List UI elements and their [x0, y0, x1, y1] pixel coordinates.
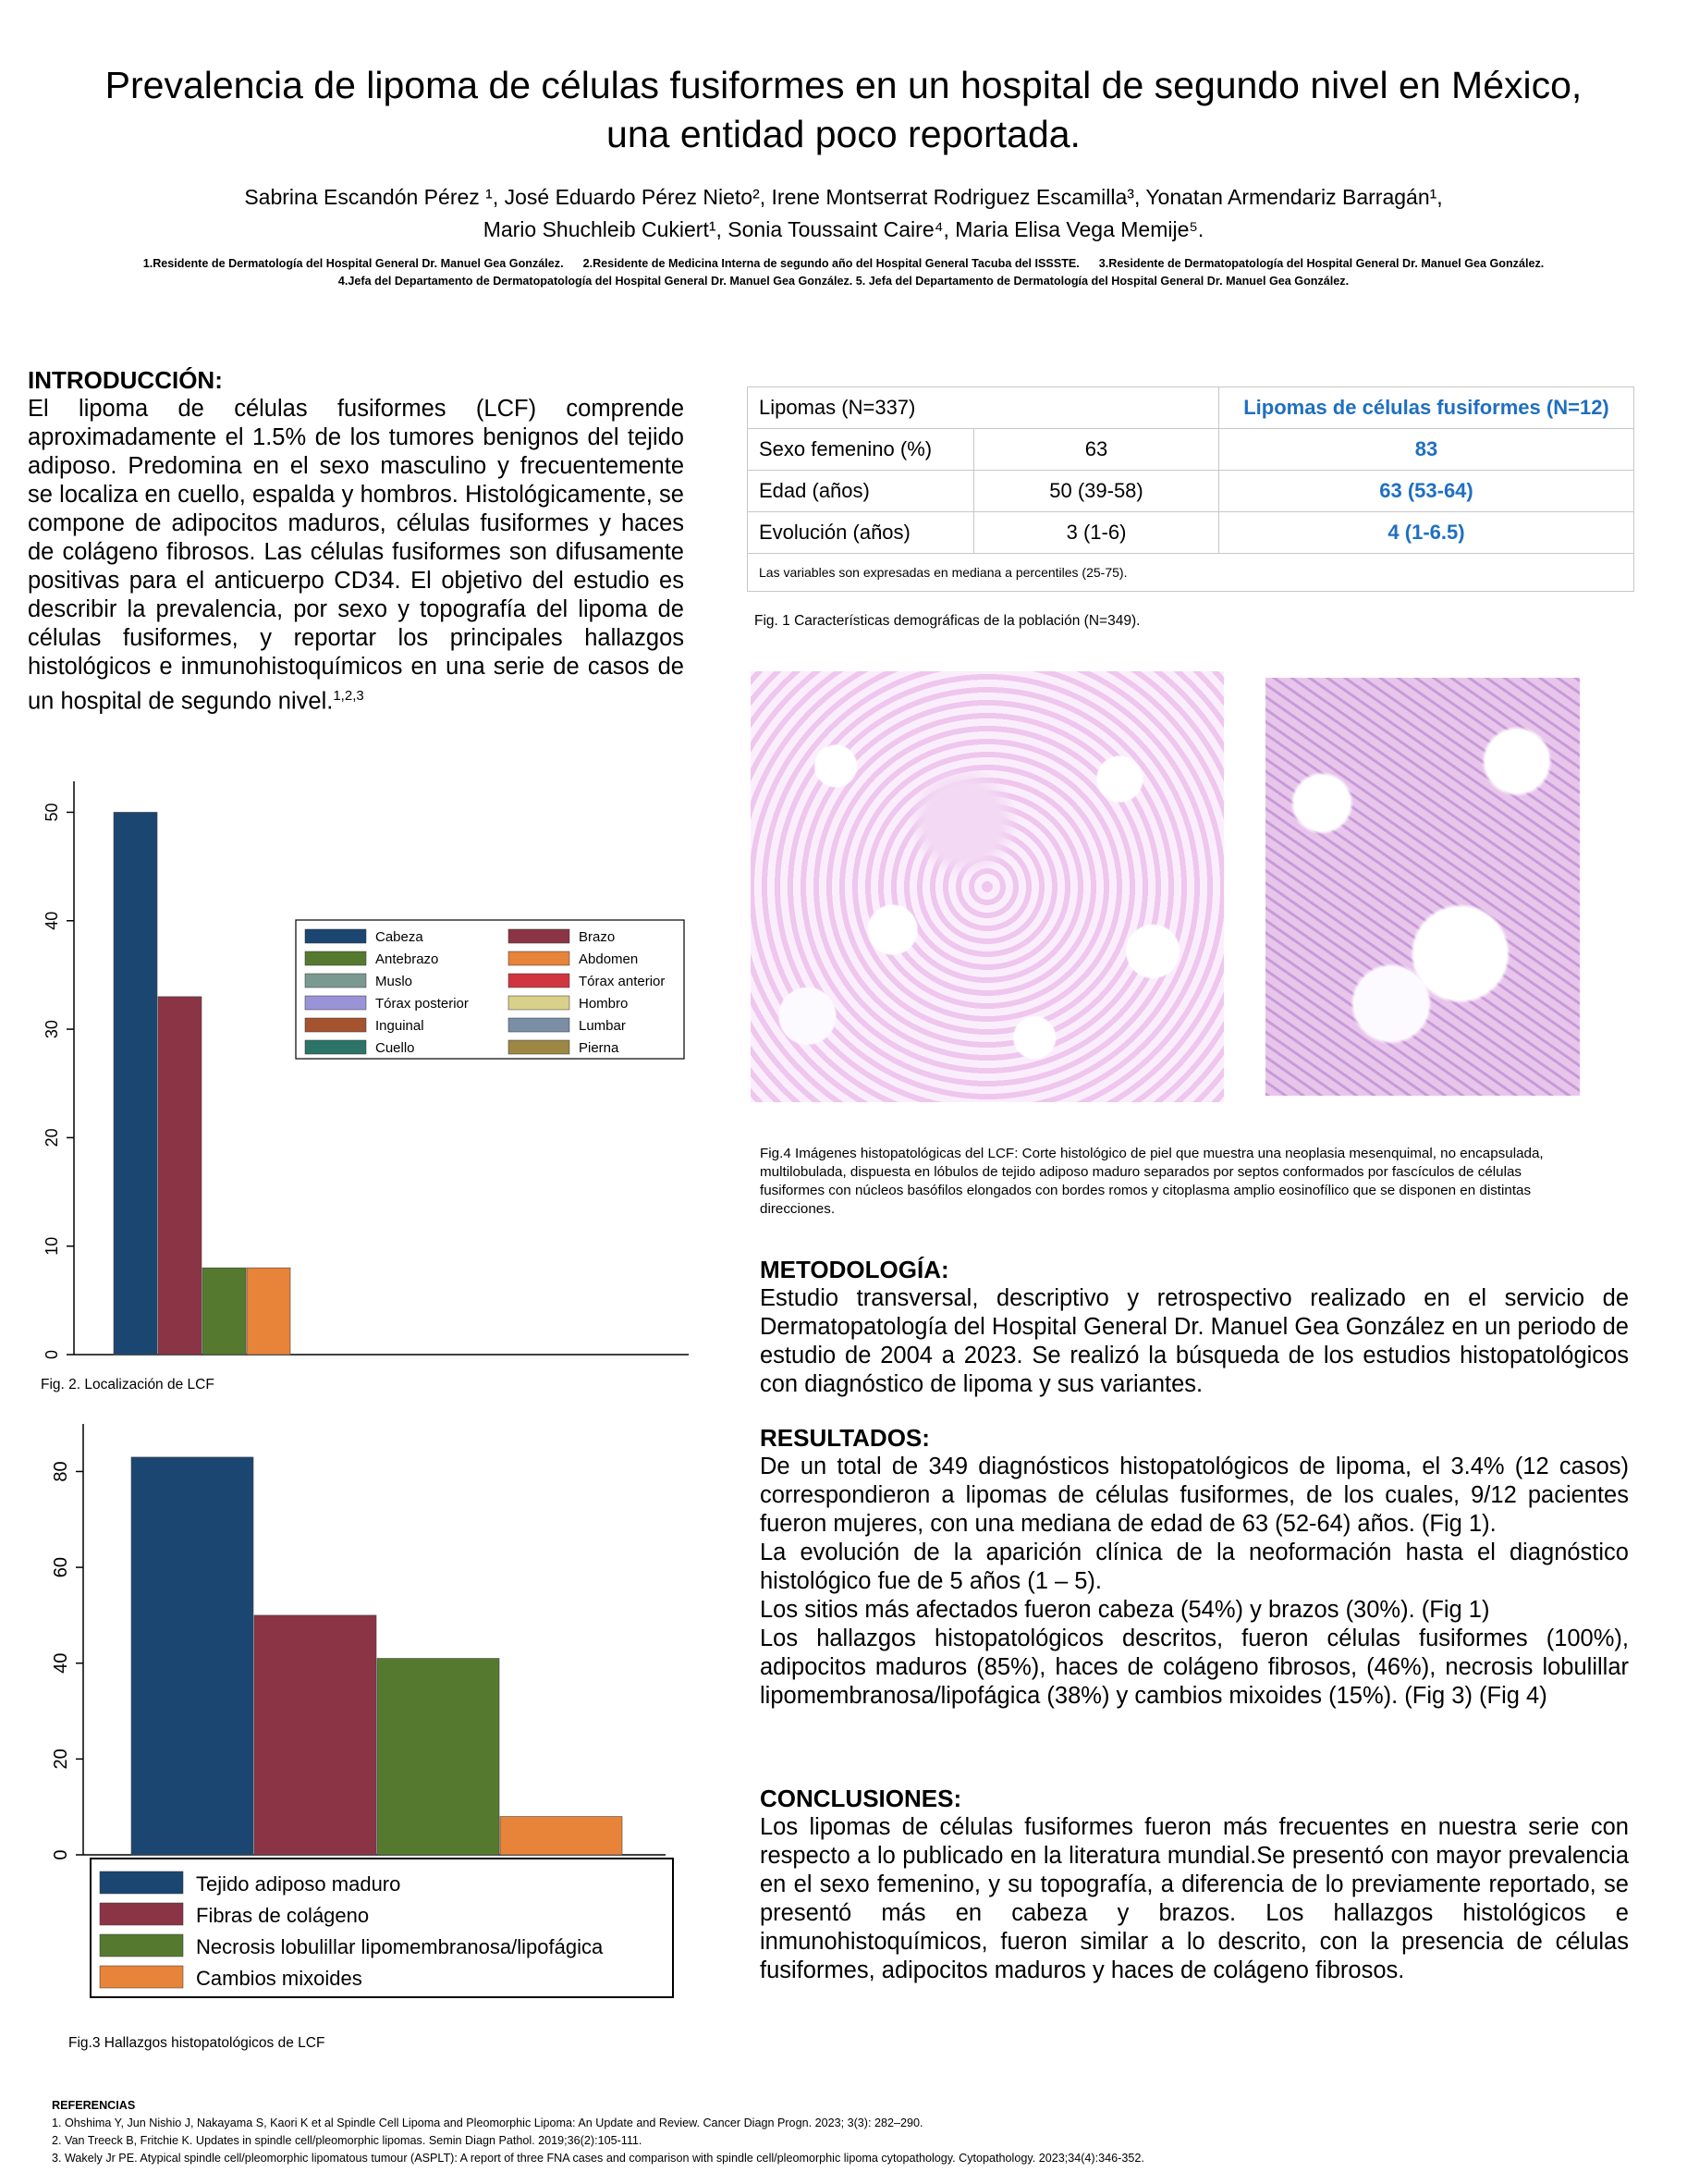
- affiliations-line-2: 4.Jefa del Departamento de Dermatopatología del Hospital General Dr. Manuel Gea González. 5. Jefa del Departamento de Dermatología del Hospital General Dr. Manuel Gea González.: [337, 275, 1350, 288]
- results-paragraph: De un total de 349 diagnósticos histopatológicos de lipoma, el 3.4% (12 casos) correspondieron a lipomas de células fusiformes, de los cuales, 9/12 pacientes fueron mujeres, con una mediana de edad de 63 (52-64) años. (Fig 1).: [760, 1454, 1629, 1537]
- legend-swatch: [305, 951, 366, 965]
- reference-item: 3. Wakely Jr PE. Atypical spindle cell/pleomorphic lipomatous tumour (ASPLT): A report of three FNA cases and comparison with spindle cell/pleomorphic lipoma cytopathology. Cytopathology. 2023;34(4):346-352.: [52, 2152, 1144, 2165]
- table-row: [748, 429, 1634, 471]
- bar: [377, 1659, 499, 1855]
- table-note: Las variables son expresadas en mediana a percentiles (25-75).: [748, 554, 1634, 592]
- fig3-caption: Fig.3 Hallazgos histopatológicos de LCF: [68, 2035, 325, 2051]
- legend-swatch: [508, 929, 569, 943]
- histology-image-low-power: [751, 671, 1224, 1102]
- histology-image-high-power: [1265, 678, 1580, 1096]
- y-tick-label: 60: [51, 1556, 71, 1578]
- bar: [247, 1268, 290, 1355]
- fig2-chart: [18, 772, 703, 1364]
- poster-title: [28, 61, 1659, 159]
- authors: [28, 181, 1659, 246]
- y-tick-label: 30: [43, 1020, 61, 1039]
- methodology-section: [760, 1256, 1629, 1399]
- bar: [254, 1615, 376, 1855]
- y-tick-label: 40: [43, 911, 61, 930]
- legend-swatch: [305, 1018, 366, 1032]
- reference-item: 1. Ohshima Y, Jun Nishio J, Nakayama S, Kaori K et al Spindle Cell Lipoma and Pleomorphic Lipoma: An Update and Review. Cancer Diagn Progn. 2023; 3(3): 282–290.: [52, 2117, 923, 2129]
- bar: [114, 812, 157, 1355]
- results-paragraph: Los hallazgos histopatológicos descritos, fueron células fusiformes (100%), adipocitos maduros (85%), haces de colágeno fibrosos, (46%), necrosis lobulillar lipomembranosa/lipofágica (38%) y cambios mixoides (15%). (Fig 3) (Fig 4): [760, 1626, 1629, 1709]
- table-note-row: [748, 554, 1634, 592]
- legend-label: Cuello: [375, 1040, 415, 1056]
- legend-swatch: [305, 996, 366, 1010]
- bar: [158, 997, 202, 1355]
- introduction-section: [28, 366, 684, 717]
- results-paragraph: Los sitios más afectados fueron cabeza (54%) y brazos (30%). (Fig 1): [760, 1597, 1490, 1623]
- legend-label: Tejido adiposo maduro: [196, 1872, 401, 1896]
- y-tick-label: 50: [43, 803, 61, 822]
- y-tick-label: 40: [51, 1652, 71, 1674]
- legend-swatch: [508, 1040, 569, 1054]
- legend-swatch: [100, 1871, 183, 1894]
- table-header-lipomas: Lipomas (N=337): [748, 387, 1219, 429]
- legend-swatch: [100, 1934, 183, 1957]
- references-heading: REFERENCIAS: [52, 2099, 136, 2112]
- fig4-caption: Fig.4 Imágenes histopatológicas del LCF: Corte histológico de piel que muestra una neoplasia mesenquimal, no encapsulada, multilobulada, dispuesta en lóbulos de tejido adiposo maduro separados por septos conformados por fascículos de células fusiformes con núcleos basófilos elongados con bordes romos y citoplasma amplio eosinofílico que se disponen en distintas direcciones.: [760, 1146, 1544, 1217]
- legend-swatch: [100, 1966, 183, 1988]
- legend-label: Pierna: [579, 1040, 619, 1056]
- legend-label: Fibras de colágeno: [196, 1904, 370, 1927]
- row-label: Sexo femenino (%): [748, 429, 974, 471]
- row-value-lipomas: 63: [974, 429, 1219, 471]
- legend-label: Tórax anterior: [579, 974, 666, 989]
- bar: [131, 1457, 253, 1855]
- legend-label: Abdomen: [579, 951, 639, 967]
- row-value-lcf: 83: [1219, 429, 1634, 471]
- conclusions-text: Los lipomas de células fusiformes fueron más frecuentes en nuestra serie con respecto a lo publicado en la literatura mundial.Se presentó con mayor prevalencia en el sexo femenino, y su topografía, a diferencia de lo previamente reportado, se presentó más en cabeza y brazos. Los hallazgos histológicos e inmunohistoquímicos, fueron similar a lo descrito, con la presencia de células fusiformes, adipocitos maduros y haces de colágeno fibrosos.: [760, 1814, 1629, 1983]
- row-label: Evolución (años): [748, 512, 974, 554]
- title-line-1: Prevalencia de lipoma de células fusiformes en un hospital de segundo nivel en México,: [104, 64, 1583, 106]
- title-line-2: una entidad poco reportada.: [606, 113, 1081, 155]
- legend-swatch: [305, 929, 366, 943]
- row-value-lipomas: 50 (39-58): [974, 471, 1219, 512]
- introduction-text: [28, 395, 684, 717]
- results-paragraph: La evolución de la aparición clínica de la neoformación hasta el diagnóstico histológico fue de 5 años (1 – 5).: [760, 1540, 1629, 1594]
- y-tick-label: 0: [51, 1849, 71, 1860]
- fig1-table: [747, 386, 1634, 592]
- legend-swatch: [508, 974, 569, 988]
- fig3-chart: [18, 1415, 703, 2006]
- row-value-lcf: 63 (53-64): [1219, 471, 1634, 512]
- legend-swatch: [305, 1040, 366, 1054]
- legend-label: Cambios mixoides: [196, 1967, 362, 1990]
- row-value-lipomas: 3 (1-6): [974, 512, 1219, 554]
- legend-label: Antebrazo: [375, 951, 439, 967]
- y-tick-label: 20: [51, 1748, 71, 1770]
- y-tick-label: 0: [43, 1349, 61, 1360]
- affiliations: [28, 255, 1659, 290]
- legend-swatch: [100, 1903, 183, 1925]
- legend-label: Lumbar: [579, 1018, 626, 1034]
- introduction-citations: 1,2,3: [333, 688, 364, 704]
- results-section: [760, 1424, 1629, 1711]
- fig2-caption: Fig. 2. Localización de LCF: [41, 1377, 214, 1393]
- reference-item: 2. Van Treeck B, Fritchie K. Updates in spindle cell/pleomorphic lipomas. Semin Diagn Pathol. 2019;36(2):105-111.: [52, 2134, 642, 2147]
- table-header-row: [748, 387, 1634, 429]
- authors-line-2: Mario Shuchleib Cukiert¹, Sonia Toussaint Caire⁴, Maria Elisa Vega Memije⁵.: [483, 217, 1204, 241]
- legend-swatch: [508, 1018, 569, 1032]
- legend-swatch: [508, 996, 569, 1010]
- results-heading: RESULTADOS:: [760, 1424, 930, 1452]
- y-tick-label: 20: [43, 1128, 61, 1147]
- legend-label: Inguinal: [375, 1018, 424, 1034]
- legend-swatch: [305, 974, 366, 988]
- table-header-lcf: Lipomas de células fusiformes (N=12): [1219, 387, 1634, 429]
- legend-label: Brazo: [579, 929, 616, 945]
- legend-label: Hombro: [579, 996, 629, 1012]
- row-value-lcf: 4 (1-6.5): [1219, 512, 1634, 554]
- methodology-text: Estudio transversal, descriptivo y retrospectivo realizado en el servicio de Dermatopatología del Hospital General Dr. Manuel Gea González en un periodo de estudio de 2004 a 2023. Se realizó la búsqueda de los estudios histopatológicos con diagnóstico de lipoma y sus variantes.: [760, 1285, 1629, 1397]
- row-label: Edad (años): [748, 471, 974, 512]
- methodology-heading: METODOLOGÍA:: [760, 1256, 949, 1283]
- table-row: [748, 512, 1634, 554]
- table-row: [748, 471, 1634, 512]
- references-section: [52, 2097, 1660, 2167]
- bar: [500, 1817, 622, 1855]
- bar: [202, 1268, 246, 1355]
- legend-label: Cabeza: [375, 929, 423, 945]
- affiliations-line-1: 1.Residente de Dermatología del Hospital General Dr. Manuel Gea González. 2.Residente de Medicina Interna de segundo año del Hospital General Tacuba del ISSSTE. 3.Residente de Dermatopatología del Hospital General Dr. Manuel Gea González.: [142, 257, 1545, 270]
- conclusions-heading: CONCLUSIONES:: [760, 1785, 962, 1812]
- legend-label: Muslo: [375, 974, 413, 989]
- conclusions-section: [760, 1785, 1629, 1985]
- fig1-caption: Fig. 1 Características demográficas de la población (N=349).: [754, 613, 1141, 629]
- y-tick-label: 80: [51, 1461, 71, 1482]
- introduction-heading: INTRODUCCIÓN:: [28, 366, 223, 394]
- legend-swatch: [508, 951, 569, 965]
- y-tick-label: 10: [43, 1236, 61, 1256]
- authors-line-1: Sabrina Escandón Pérez ¹, José Eduardo Pérez Nieto², Irene Montserrat Rodriguez Escamilla³, Yonatan Armendariz Barragán¹,: [244, 185, 1443, 209]
- legend-label: Tórax posterior: [375, 996, 469, 1012]
- legend-label: Necrosis lobulillar lipomembranosa/lipofágica: [196, 1935, 604, 1958]
- introduction-body: El lipoma de células fusiformes (LCF) comprende aproximadamente el 1.5% de los tumores benignos del tejido adiposo. Predomina en el sexo masculino y frecuentemente se localiza en cuello, espalda y hombros. Histológicamente, se compone de adipocitos maduros, células fusiformes y haces de colágeno fibrosos. Las células fusiformes son difusamente positivas para el anticuerpo CD34. El objetivo del estudio es describir la prevalencia, por sexo y topografía del lipoma de células fusiformes, y reportar los principales hallazgos histológicos e inmunohistoquímicos en una serie de casos de un hospital de segundo nivel.: [28, 396, 684, 715]
